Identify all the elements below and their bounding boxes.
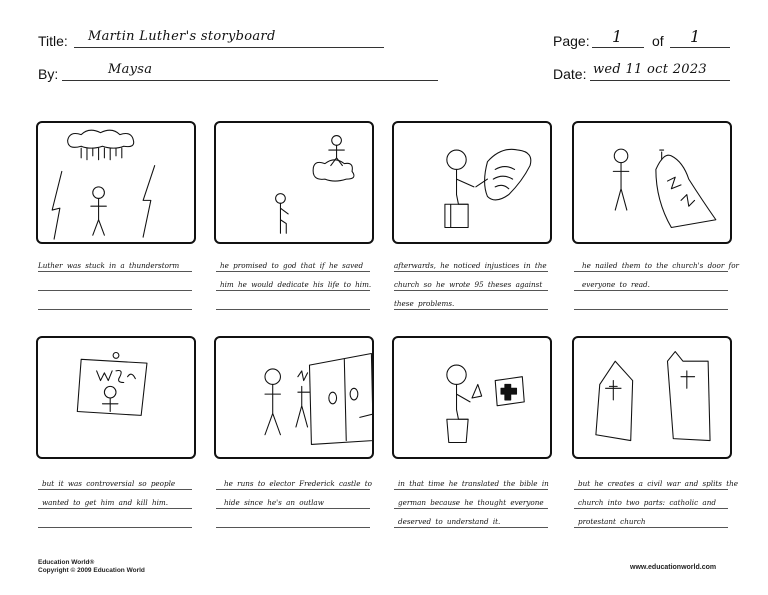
by-label: By: [38, 66, 59, 82]
page-value: 1 [612, 27, 623, 46]
caption-line [216, 309, 370, 310]
footer-copyright-line: Copyright © 2009 Education World [38, 567, 145, 574]
date-line [590, 80, 730, 81]
writing-scene-drawing [394, 123, 550, 242]
title-label: Title: [38, 33, 68, 49]
panel-8-caption: but he creates a civil war and splits the church into two parts: catholic and protestant church [578, 479, 738, 526]
date-label: Date: [553, 66, 587, 82]
storyboard-panel-5 [36, 336, 196, 459]
footer-brand: Education World® [38, 559, 95, 566]
panel-5-caption: but it was controversial so people wanted to get him and kill him. [42, 479, 176, 507]
storyboard-panel-3 [392, 121, 552, 244]
panel-3-caption: afterwards, he noticed injustices in the church so he wrote 95 theses against these problems. [394, 261, 547, 308]
title-line [74, 47, 384, 48]
footer-copyright [38, 559, 145, 575]
storyboard-panel-8 [572, 336, 732, 459]
date-value: wed 11 oct 2023 [593, 62, 707, 77]
storm-scene-drawing [38, 123, 194, 242]
wanted-poster-drawing [38, 338, 194, 457]
castle-scene-drawing [216, 338, 372, 457]
panel-2-caption: he promised to god that if he saved him he would dedicate his life to him. [220, 261, 372, 289]
nailing-scene-drawing [574, 123, 730, 242]
of-label: of [652, 33, 664, 49]
storyboard-panel-1 [36, 121, 196, 244]
panel-6-caption: he runs to elector Frederick castle to hide since he's an outlaw [224, 479, 372, 507]
panel-7-caption: in that time he translated the bible in german because he thought everyone deserved to understand it. [398, 479, 549, 526]
storyboard-panel-2 [214, 121, 374, 244]
page-label: Page: [553, 33, 590, 49]
caption-line [574, 309, 728, 310]
of-line [670, 47, 730, 48]
footer-website: www.educationworld.com [630, 564, 717, 571]
caption-line [38, 309, 192, 310]
panel-1-caption: Luther was stuck in a thunderstorm [38, 261, 180, 270]
caption-line [38, 290, 192, 291]
by-value: Maysa [108, 62, 153, 77]
two-churches-drawing [574, 338, 730, 457]
storyboard-panel-6 [214, 336, 374, 459]
of-value: 1 [690, 27, 701, 46]
promise-scene-drawing [216, 123, 372, 242]
page-line [592, 47, 644, 48]
title-value: Martin Luther's storyboard [88, 29, 276, 44]
by-line [62, 80, 438, 81]
storyboard-panel-4 [572, 121, 732, 244]
translation-scene-drawing [394, 338, 550, 457]
caption-line [38, 527, 192, 528]
panel-4-caption: he nailed them to the church's door for everyone to read. [582, 261, 739, 289]
storyboard-panel-7 [392, 336, 552, 459]
caption-line [216, 527, 370, 528]
